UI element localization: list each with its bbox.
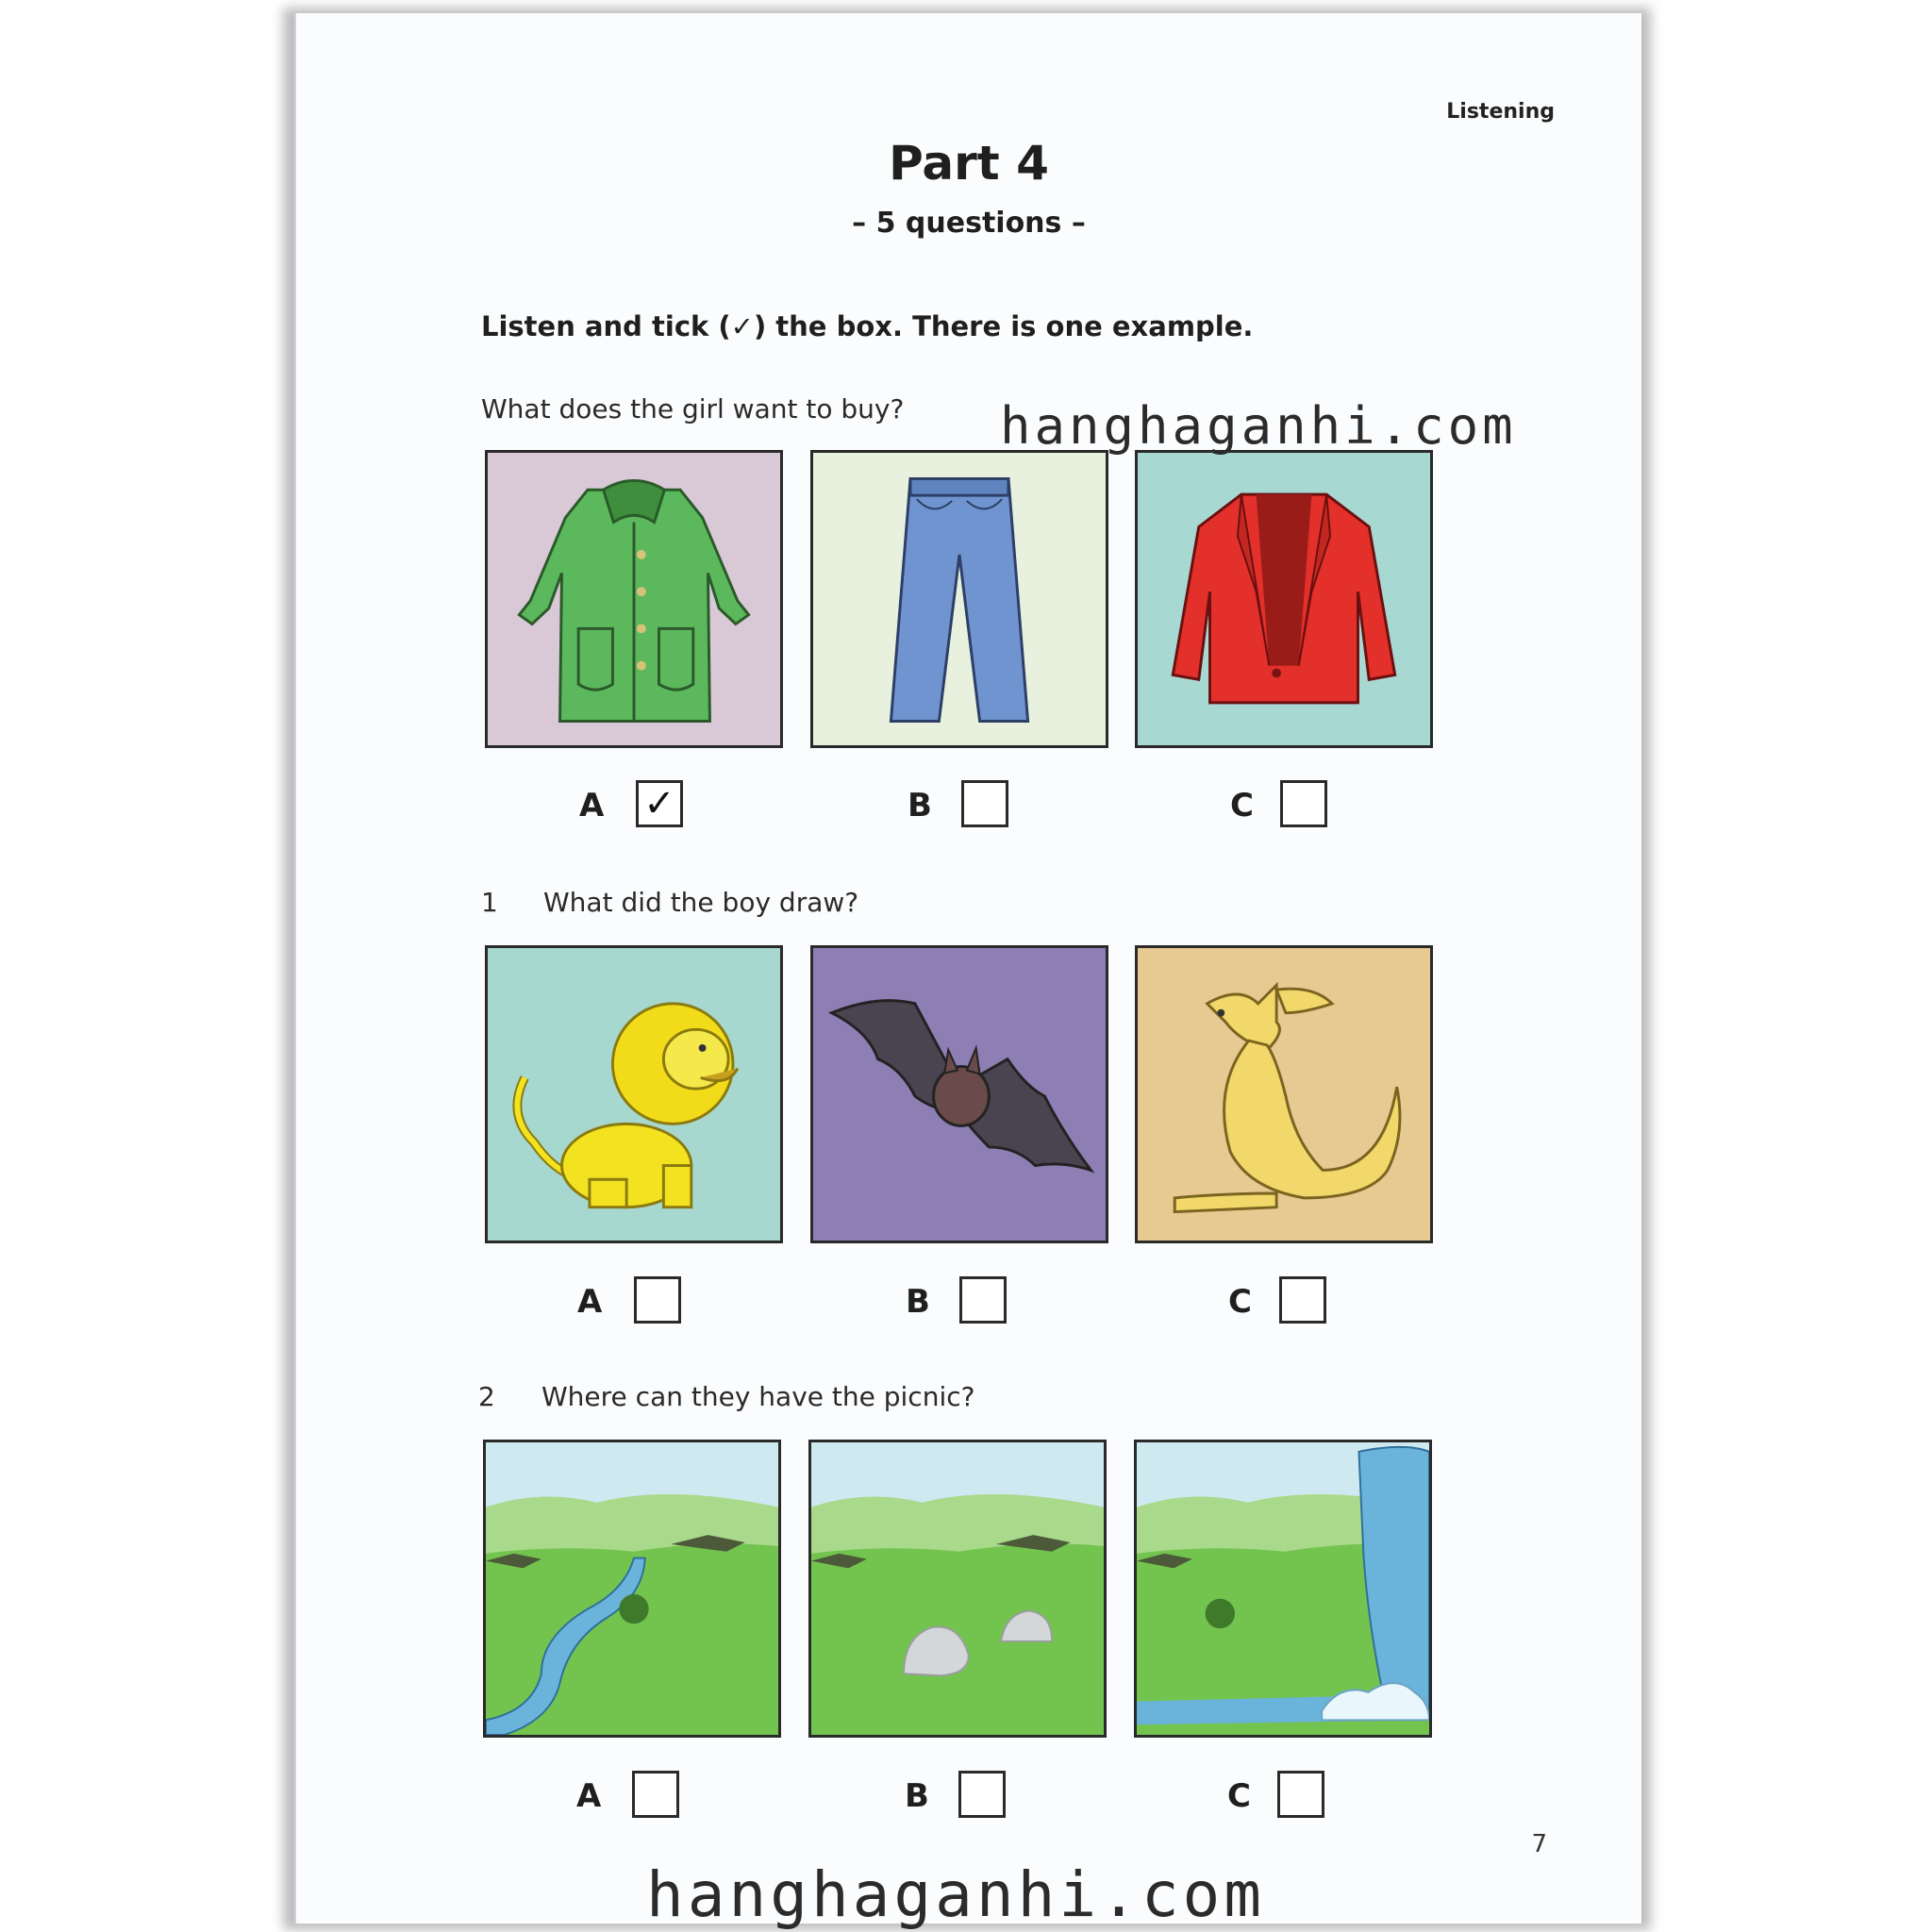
tick-box-example-a[interactable]: ✓ [636, 780, 683, 827]
tick-box-example-b[interactable] [961, 780, 1008, 827]
option-letter: C [1230, 787, 1254, 824]
picture-blue-jeans[interactable] [810, 450, 1108, 748]
option-letter: B [908, 787, 932, 824]
question-2-text: Where can they have the picnic? [541, 1381, 975, 1412]
tick-box-q1-c[interactable] [1279, 1276, 1326, 1324]
tick-box-q2-b[interactable] [958, 1771, 1006, 1818]
option-letter: C [1227, 1777, 1251, 1815]
part-title: Part 4 [889, 136, 1049, 191]
tick-box-example-c[interactable] [1280, 780, 1327, 827]
page-number: 7 [1531, 1830, 1547, 1858]
option-letter: A [577, 1283, 603, 1321]
picture-lion[interactable] [485, 945, 783, 1243]
option-letter: A [576, 1777, 602, 1815]
option-letter: A [579, 787, 605, 824]
picture-waterfall-field[interactable] [1134, 1440, 1432, 1738]
tick-box-q2-c[interactable] [1277, 1771, 1324, 1818]
instruction: Listen and tick (✓) the box. There is one example. [481, 310, 1254, 342]
option-letter: B [906, 1283, 930, 1321]
question-number: 2 [478, 1381, 495, 1412]
watermark-top: hanghaganhi.com [1000, 396, 1517, 456]
option-letter: B [905, 1777, 929, 1815]
section-label: Listening [1446, 100, 1555, 124]
watermark-bottom: hanghaganhi.com [646, 1858, 1266, 1931]
worksheet-page [294, 13, 1641, 1924]
picture-red-jacket[interactable] [1135, 450, 1433, 748]
question-number: 1 [481, 887, 498, 918]
option-letter: C [1228, 1283, 1252, 1321]
picture-river-field[interactable] [483, 1440, 781, 1738]
tick-box-q2-a[interactable] [632, 1771, 679, 1818]
picture-rocks-field[interactable] [808, 1440, 1107, 1738]
tick-box-q1-a[interactable] [634, 1276, 681, 1324]
picture-green-coat[interactable] [485, 450, 783, 748]
question-1-text: What did the boy draw? [543, 887, 859, 918]
picture-kangaroo[interactable] [1135, 945, 1433, 1243]
part-subtitle: – 5 questions – [852, 207, 1086, 240]
example-question: What does the girl want to buy? [481, 393, 905, 425]
picture-bat[interactable] [810, 945, 1108, 1243]
tick-box-q1-b[interactable] [959, 1276, 1007, 1324]
